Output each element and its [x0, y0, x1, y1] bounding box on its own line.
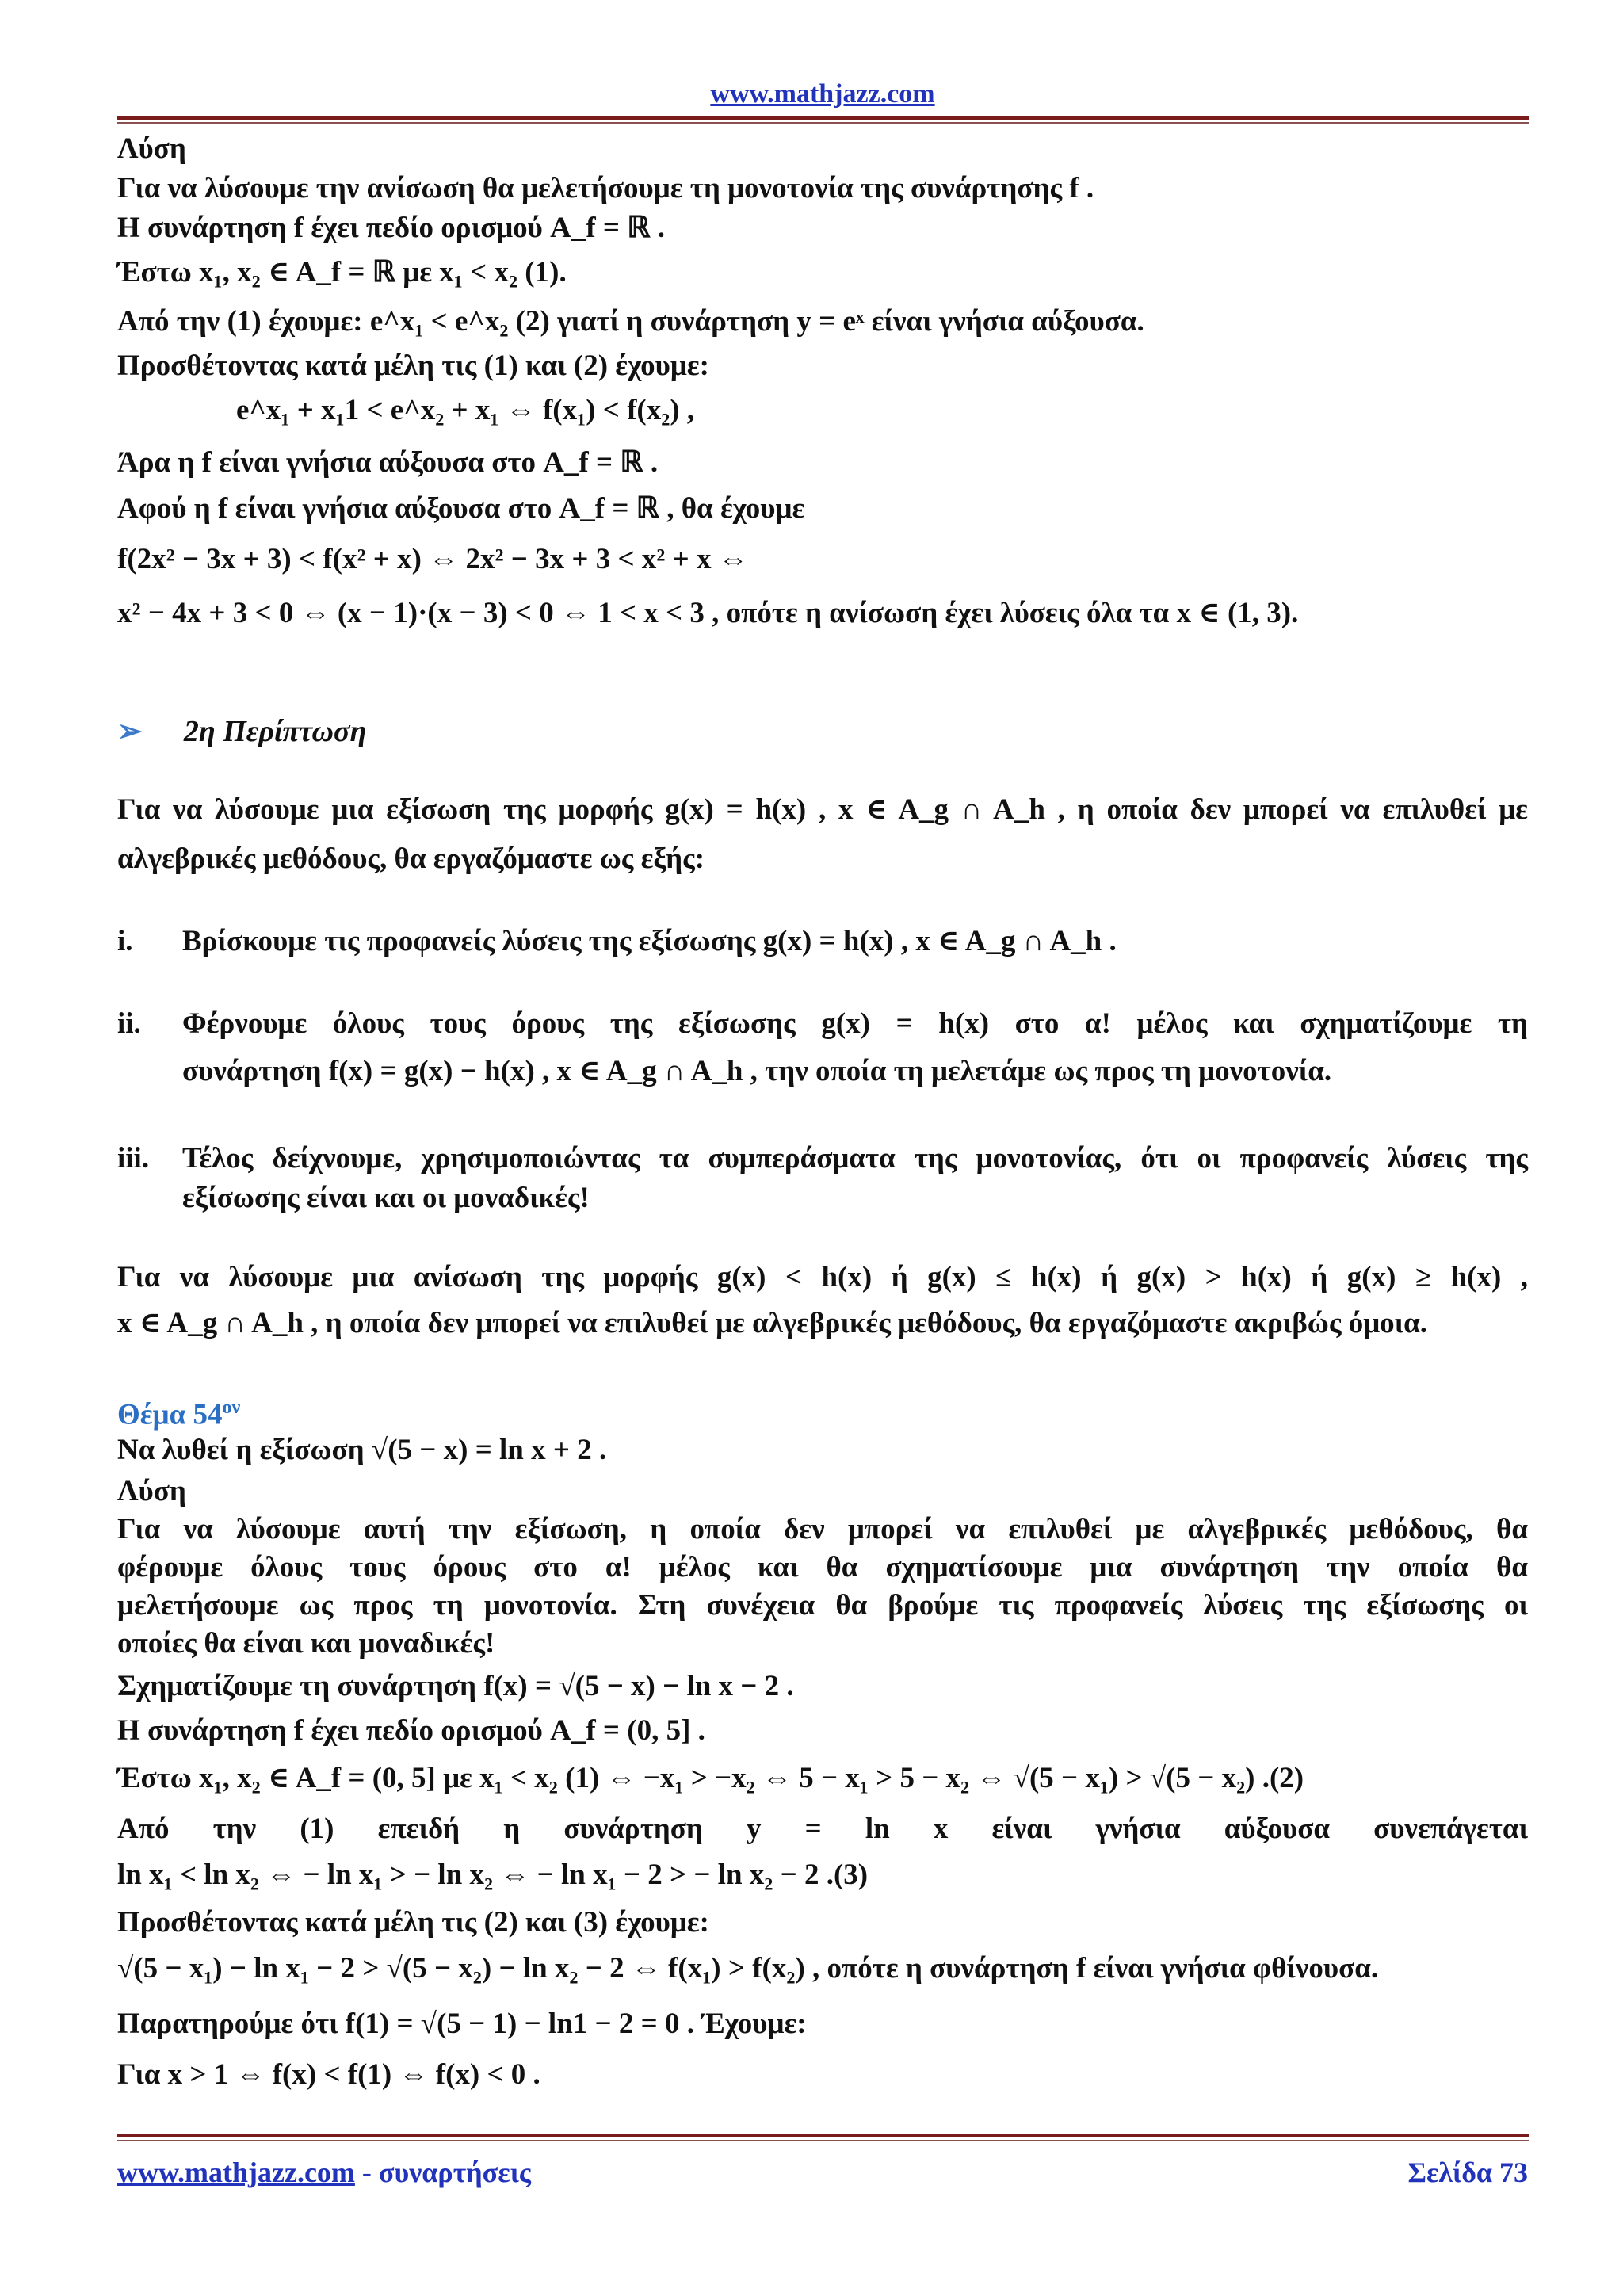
- text-line: Αφού η f είναι γνήσια αύξουσα στο A_f = ℝ , θα έχουμε: [117, 492, 805, 525]
- text-line: Για να λύσουμε την ανίσωση θα μελετήσουμε τη μονοτονία της συνάρτησης f .: [117, 172, 1094, 204]
- footer-left: [117, 2156, 531, 2189]
- footer-rule: [117, 2134, 1529, 2137]
- footer-rule-thin: [117, 2140, 1529, 2141]
- problem-statement: Να λυθεί η εξίσωση √(5 − x) = ln x + 2 .: [117, 1434, 607, 1466]
- formula-line: √(5 − x₁) − ln x₁ − 2 > √(5 − x₂) − ln x₂ − 2 ⇔ f(x₁) > f(x₂) , οπότε η συνάρτηση f είναι γνήσια φθίνουσα.: [117, 1952, 1379, 1985]
- theme-title: Θέμα $54^{o\nu}$: [117, 1397, 241, 1431]
- text-line: Από την (1) επειδή η συνάρτηση y = ln x είναι γνήσια αύξουσα συνεπάγεται: [117, 1813, 1528, 1845]
- formula-line: e^x₁ + x₁1 < e^x₂ + x₁ ⇔ f(x₁) < f(x₂) ,: [236, 394, 695, 426]
- list-marker: ii.: [117, 1007, 141, 1040]
- formula-line: x² − 4x + 3 < 0 ⇔ (x − 1)·(x − 3) < 0 ⇔ 1 < x < 3 , οπότε η ανίσωση έχει λύσεις όλα τα x ∈ (1, 3).: [117, 597, 1299, 629]
- footer-url-link[interactable]: www.mathjazz.com: [117, 2157, 355, 2188]
- footer-separator: -: [354, 2157, 379, 2188]
- method-intro-line: Για να λύσουμε μια εξίσωση της μορφής g(x) = h(x) , x ∈ A_g ∩ A_h , η οποία δεν μπορεί να επιλυθεί με: [117, 793, 1528, 826]
- text-line: Προσθέτοντας κατά μέλη τις (2) και (3) έχουμε:: [117, 1906, 709, 1939]
- text-line: Για να λύσουμε αυτή την εξίσωση, η οποία δεν μπορεί να επιλυθεί με αλγεβρικές μεθόδους, θα: [117, 1513, 1528, 1545]
- formula-line: f(2x² − 3x + 3) < f(x² + x) ⇔ 2x² − 3x + 3 < x² + x ⇔: [117, 543, 748, 575]
- header-rule: [117, 116, 1529, 120]
- list-marker: i.: [117, 925, 133, 957]
- header-rule-thin: [117, 122, 1529, 124]
- list-item-text: συνάρτηση f(x) = g(x) − h(x) , x ∈ A_g ∩ A_h , την οποία τη μελετάμε ως προς τη μονοτονία.: [182, 1055, 1332, 1087]
- text-line: οποίες θα είναι και μοναδικές!: [117, 1627, 495, 1660]
- list-item-text: Φέρνουμε όλους τους όρους της εξίσωσης g(x) = h(x) στο α! μέλος και σχηματίζουμε τη: [182, 1007, 1528, 1040]
- footer-topic: συναρτήσεις: [378, 2157, 531, 2188]
- case-heading: [117, 713, 366, 749]
- text-line: Από την (1) έχουμε: e^x₁ < e^x₂ (2) γιατί η συνάρτηση y = eˣ είναι γνήσια αύξουσα.: [117, 305, 1144, 338]
- footer-page-number: Σελίδα 73: [1407, 2157, 1528, 2188]
- list-item-text: Βρίσκουμε τις προφανείς λύσεις της εξίσωσης g(x) = h(x) , x ∈ A_g ∩ A_h .: [182, 925, 1117, 957]
- text-line: φέρουμε όλους τους όρους στο α! μέλος και θα σχηματίσουμε μια συνάρτηση την οποία θα: [117, 1551, 1528, 1584]
- text-line: Έστω x₁, x₂ ∈ A_f = ℝ με x₁ < x₂ (1).: [117, 256, 567, 288]
- text-line: Η συνάρτηση f έχει πεδίο ορισμού A_f = ℝ .: [117, 212, 666, 244]
- inequality-method-line: Για να λύσουμε μια ανίσωση της μορφής g(x) < h(x) ή g(x) ≤ h(x) ή g(x) > h(x) ή g(x) ≥ h(x) ,: [117, 1261, 1528, 1293]
- list-marker: iii.: [117, 1142, 150, 1175]
- list-item-text: Τέλος δείχνουμε, χρησιμοποιώντας τα συμπεράσματα της μονοτονίας, ότι οι προφανείς λύσεις της: [182, 1142, 1528, 1175]
- formula-line: ln x₁ < ln x₂ ⇔ − ln x₁ > − ln x₂ ⇔ − ln x₁ − 2 > − ln x₂ − 2 .(3): [117, 1859, 869, 1891]
- text-line: Η συνάρτηση f έχει πεδίο ορισμού A_f = (0, 5] .: [117, 1714, 705, 1747]
- text-line: μελετήσουμε ως προς τη μονοτονία. Στη συνέχεια θα βρούμε τις προφανείς λύσεις της εξίσωσης οι: [117, 1589, 1528, 1622]
- text-line: Προσθέτοντας κατά μέλη τις (1) και (2) έχουμε:: [117, 350, 709, 382]
- method-intro-line: αλγεβρικές μεθόδους, θα εργαζόμαστε ως εξής:: [117, 842, 705, 875]
- theme-title-superscript: ον: [222, 1397, 241, 1418]
- header-url-link[interactable]: www.mathjazz.com: [710, 79, 935, 109]
- formula-line: Για x > 1 ⇔ f(x) < f(1) ⇔ f(x) < 0 .: [117, 2058, 540, 2091]
- formula-line: Έστω x₁, x₂ ∈ A_f = (0, 5] με x₁ < x₂ (1) ⇔ −x₁ > −x₂ ⇔ 5 − x₁ > 5 − x₂ ⇔ √(5 − x₁) > √(5 − x₂) .(2): [117, 1762, 1304, 1794]
- solution-heading: Λύση: [117, 132, 186, 165]
- list-item-text: εξίσωσης είναι και οι μοναδικές!: [182, 1182, 590, 1214]
- arrow-bullet-icon: ➢: [117, 715, 143, 748]
- text-line: Παρατηρούμε ότι f(1) = √(5 − 1) − ln1 − 2 = 0 . Έχουμε:: [117, 2008, 807, 2040]
- solution-heading: Λύση: [117, 1475, 186, 1507]
- text-line: Σχηματίζουμε τη συνάρτηση f(x) = √(5 − x) − ln x − 2 .: [117, 1670, 794, 1702]
- case-label: 2η Περίπτωση: [183, 715, 367, 748]
- inequality-method-line: x ∈ A_g ∩ A_h , η οποία δεν μπορεί να επιλυθεί με αλγεβρικές μεθόδους, θα εργαζόμαστε ακριβώς όμοια.: [117, 1307, 1428, 1339]
- text-line: Άρα η f είναι γνήσια αύξουσα στο A_f = ℝ .: [117, 446, 659, 479]
